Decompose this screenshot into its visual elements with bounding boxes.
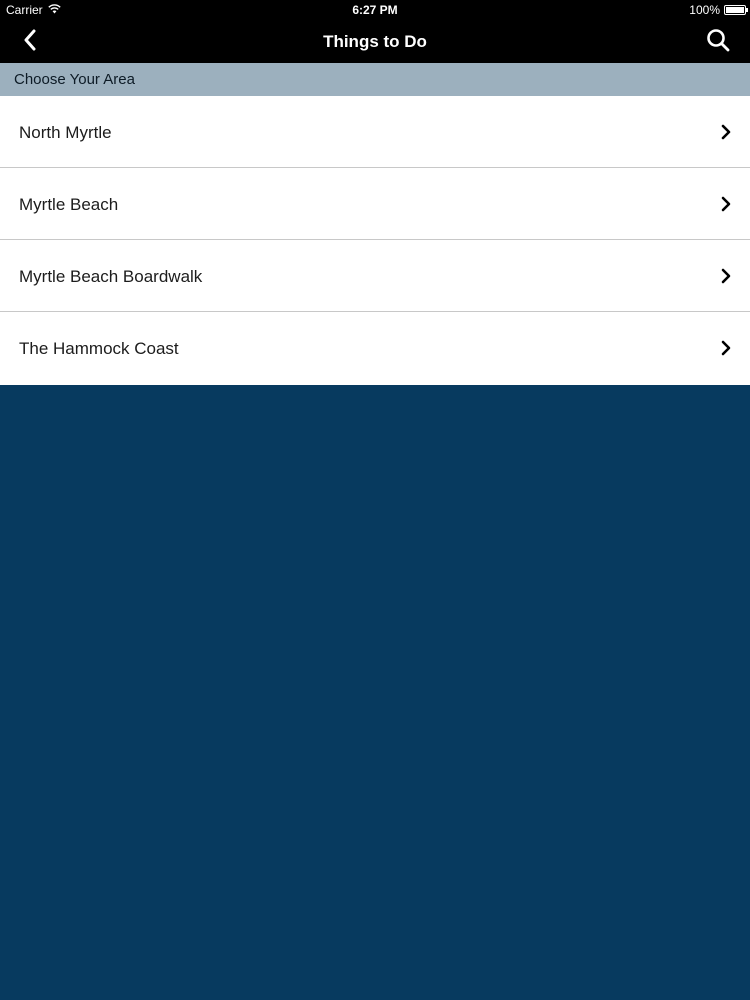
list-item-north-myrtle[interactable]	[0, 96, 750, 168]
battery-level	[726, 7, 744, 13]
battery-icon	[724, 5, 746, 15]
status-bar	[0, 0, 750, 20]
status-right	[689, 3, 746, 17]
carrier-label: Carrier	[6, 3, 43, 17]
area-list	[0, 96, 750, 385]
status-time: 6:27 PM	[352, 3, 398, 17]
list-item-label: The Hammock Coast	[19, 339, 179, 358]
empty-content-area	[0, 385, 750, 1000]
chevron-right-icon	[720, 340, 732, 356]
navigation-bar	[0, 20, 750, 63]
list-item-label: Myrtle Beach Boardwalk	[19, 267, 203, 286]
chevron-right-icon	[720, 196, 732, 212]
list-item-label: Myrtle Beach	[19, 195, 119, 214]
search-icon	[706, 28, 730, 57]
page-title: Things to Do	[323, 32, 427, 51]
search-button[interactable]	[704, 28, 732, 56]
battery-percentage: 100%	[689, 3, 720, 17]
list-item-the-hammock-coast[interactable]	[0, 312, 750, 385]
chevron-right-icon	[720, 124, 732, 140]
list-item-label: North Myrtle	[19, 123, 112, 142]
chevron-right-icon	[720, 268, 732, 284]
list-item-myrtle-beach-boardwalk[interactable]	[0, 240, 750, 312]
list-item-myrtle-beach[interactable]	[0, 168, 750, 240]
section-header: Choose Your Area	[0, 63, 750, 96]
